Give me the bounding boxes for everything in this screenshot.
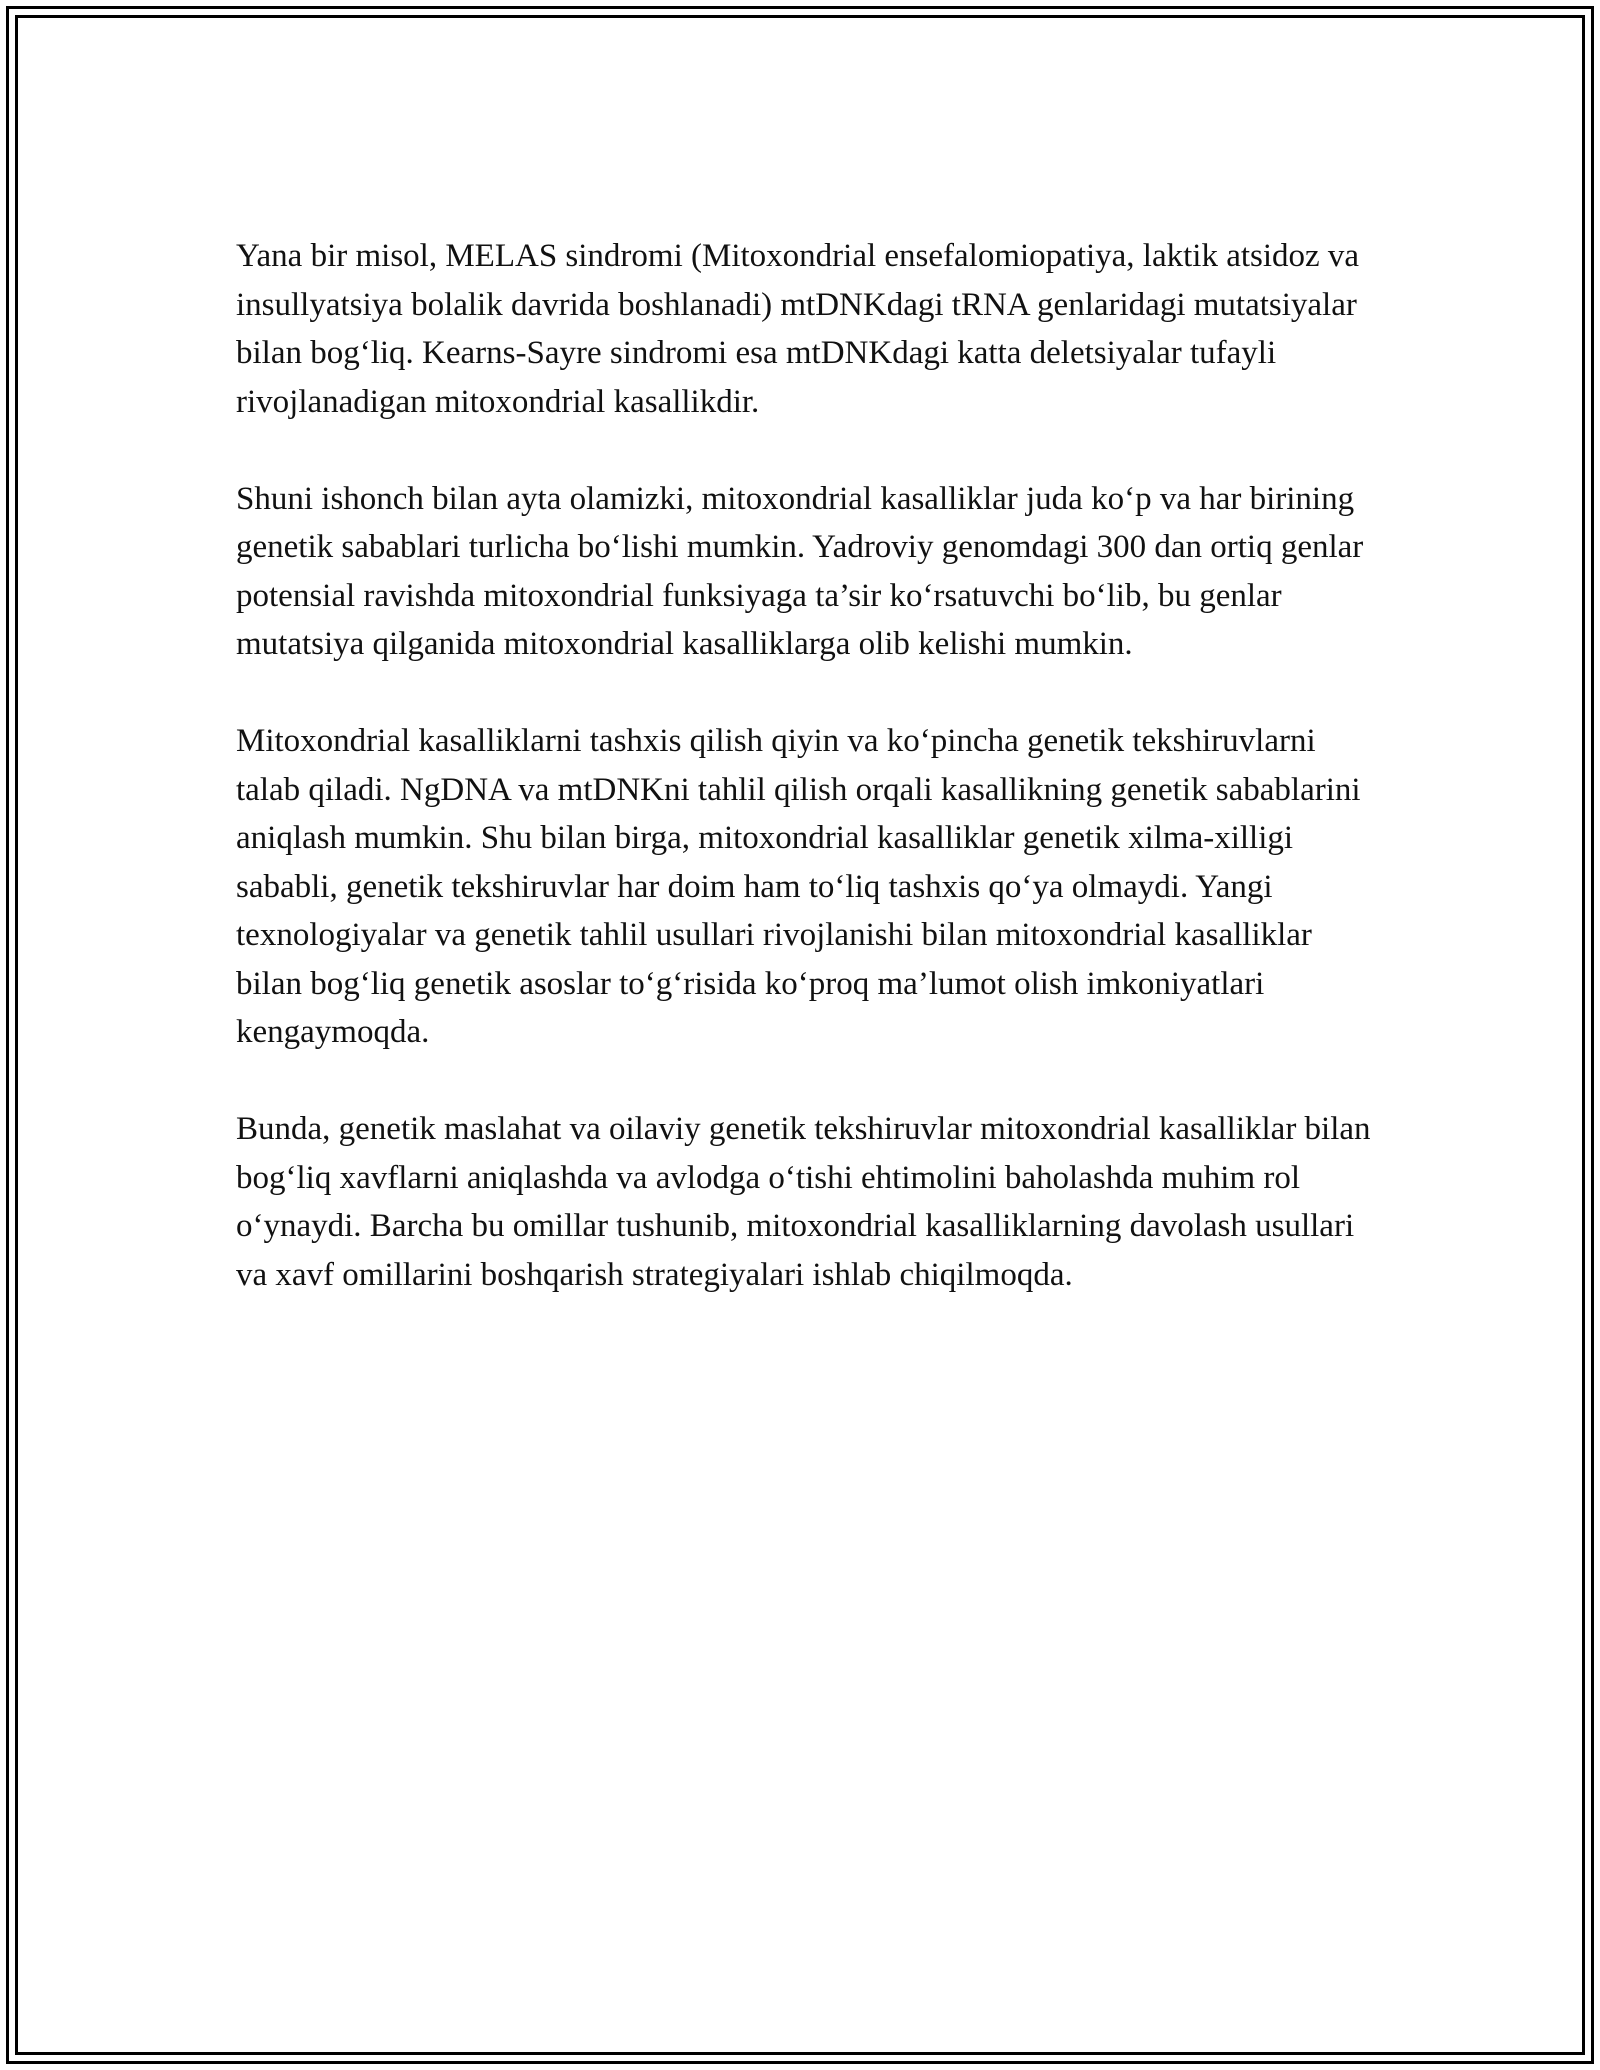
document-body bbox=[236, 232, 1376, 1348]
paragraph-melas-kearns-sayre: Yana bir misol, MELAS sindromi (Mitoxondrial ensefalomiopatiya, laktik atsidoz va insullyatsiya bolalik davrida boshlanadi) mtDNKdagi tRNA genlaridagi mutatsiyalar bilan bog‘liq. Kearns-Sayre sindromi esa mtDNKdagi katta deletsiyalar tufayli rivojlanadigan mitoxondrial kasallikdir. bbox=[236, 238, 1360, 420]
paragraph-genetic-causes: Shuni ishonch bilan ayta olamizki, mitoxondrial kasalliklar juda ko‘p va har birining genetik sabablari turlicha bo‘lishi mumkin. Yadroviy genomdagi 300 dan ortiq genlar potensial ravishda mitoxondrial funksiyaga ta’sir ko‘rsatuvchi bo‘lib, bu genlar mutatsiya qilganida mitoxondrial kasalliklarga olib kelishi mumkin. bbox=[236, 480, 1364, 662]
paragraph-diagnosis: Mitoxondrial kasalliklarni tashxis qilish qiyin va ko‘pincha genetik tekshiruvlarni talab qiladi. NgDNA va mtDNKni tahlil qilish orqali kasallikning genetik sabablarini aniqlash mumkin. Shu bilan birga, mitoxondrial kasalliklar genetik xilma-xilligi sababli, genetik tekshiruvlar har doim ham to‘liq tashxis qo‘ya olmaydi. Yangi texnologiyalar va genetik tahlil usullari rivojlanishi bilan mitoxondrial kasalliklar bilan bog‘liq genetik asoslar to‘g‘risida ko‘proq ma’lumot olish imkoniyatlari kengaymoqda. bbox=[236, 723, 1361, 1050]
paragraph-genetic-counseling: Bunda, genetik maslahat va oilaviy genetik tekshiruvlar mitoxondrial kasalliklar bilan bog‘liq xavflarni aniqlashda va avlodga o‘tishi ehtimolini baholashda muhim rol o‘ynaydi. Barcha bu omillar tushunib, mitoxondrial kasalliklarning davolash usullari va xavf omillarini boshqarish strategiyalari ishlab chiqilmoqda. bbox=[236, 1111, 1371, 1293]
